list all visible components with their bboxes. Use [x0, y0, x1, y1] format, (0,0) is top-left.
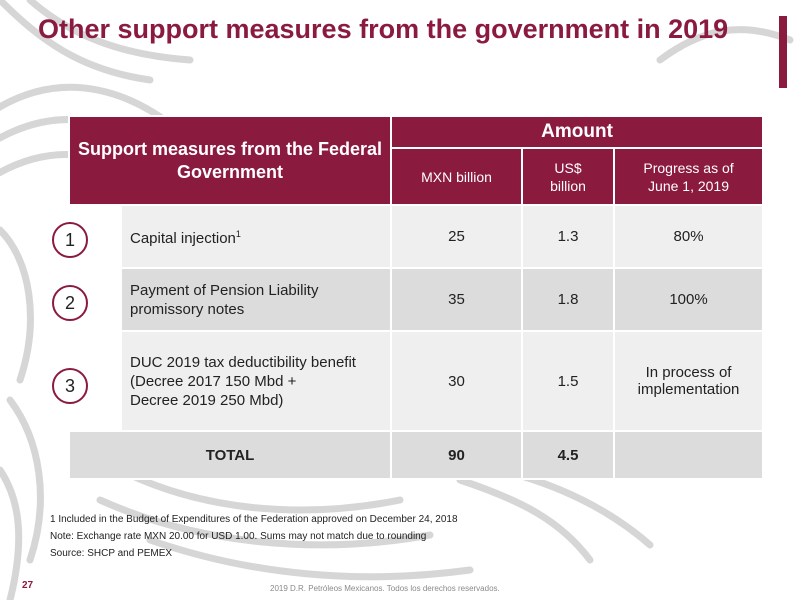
header-support-measures: Support measures from the Federal Government: [69, 116, 391, 205]
page-number: 27: [22, 580, 34, 591]
table-row: [69, 331, 763, 431]
mxn-value: 30: [391, 331, 522, 431]
table-row: [69, 205, 763, 268]
header-amount: Amount: [391, 116, 763, 148]
copyright-notice: 2019 D.R. Petróleos Mexicanos. Todos los derechos reservados.: [270, 584, 500, 593]
measure-cell: [121, 331, 391, 431]
title-accent-bar: [779, 16, 787, 88]
header-mxn-billion: MXN billion: [391, 148, 522, 205]
total-mxn: 90: [391, 431, 522, 479]
total-row: [69, 431, 763, 479]
footnotes: [50, 511, 458, 562]
measure-cell: Payment of Pension Liability promissory notes: [121, 268, 391, 331]
row-number-badge: 2: [52, 285, 88, 321]
mxn-value: 25: [391, 205, 522, 268]
total-usd: 4.5: [522, 431, 614, 479]
usd-value: 1.5: [522, 331, 614, 431]
total-label: TOTAL: [69, 431, 391, 479]
header-usd-billion: US$ billion: [522, 148, 614, 205]
support-measures-table: [68, 115, 764, 480]
usd-value: 1.8: [522, 268, 614, 331]
progress-value: 100%: [614, 268, 763, 331]
slide-title: Other support measures from the government in 2019: [38, 14, 729, 44]
progress-value: In process of implementation: [614, 331, 763, 431]
usd-value: 1.3: [522, 205, 614, 268]
footnote-marker: 1: [235, 229, 241, 239]
footnote-line: 1 Included in the Budget of Expenditures of the Federation approved on December 24, 2018: [50, 514, 458, 525]
progress-value: 80%: [614, 205, 763, 268]
measure-line: Decree 2019 250 Mbd): [130, 391, 284, 409]
row-number-badge: 1: [52, 222, 88, 258]
header-progress: Progress as of June 1, 2019: [614, 148, 763, 205]
note-line: Note: Exchange rate MXN 20.00 for USD 1.00. Sums may not match due to rounding: [50, 531, 427, 542]
mxn-value: 35: [391, 268, 522, 331]
source-line: Source: SHCP and PEMEX: [50, 548, 173, 559]
row-number-badge: 3: [52, 368, 88, 404]
measure-line: DUC 2019 tax deductibility benefit: [130, 353, 356, 371]
total-progress-empty: [614, 431, 763, 479]
measure-text: Capital injection: [130, 230, 236, 247]
table-row: [69, 268, 763, 331]
measure-line: (Decree 2017 150 Mbd +: [130, 372, 297, 390]
measure-cell: [121, 205, 391, 268]
